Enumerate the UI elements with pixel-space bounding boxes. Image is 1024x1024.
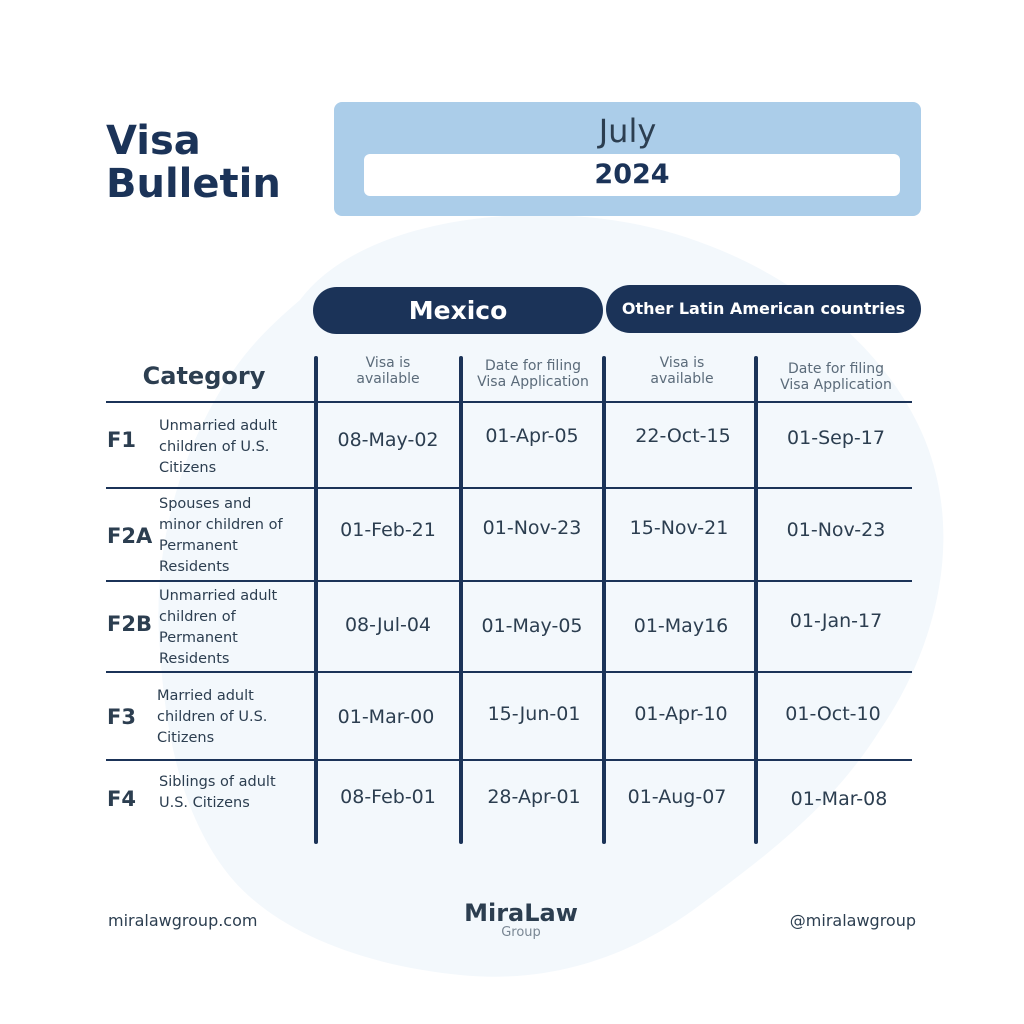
date-cell: 01-Apr-10 [634,703,728,725]
category-code: F3 [107,705,136,729]
description-line: minor children of [159,517,283,533]
row-divider [106,487,912,489]
category-description [159,494,311,578]
title-line-2: Bulletin [106,161,281,207]
category-code: F2A [107,524,153,548]
category-description [159,416,311,479]
column-header-line: Date for filing [788,361,884,377]
description-line: Siblings of adult [159,774,276,790]
category-description [159,586,311,670]
title-line-1: Visa [106,118,201,164]
category-code: F2B [107,612,152,636]
month-label: July [598,112,657,150]
date-cell: 01-Jan-17 [789,610,883,632]
description-line: Residents [159,559,230,575]
description-line: Permanent [159,630,238,646]
date-cell: 01-Feb-21 [340,519,436,541]
column-header-line: available [356,371,420,387]
group-header-other-latin-america: Other Latin American countries [606,285,921,333]
category-code: F4 [107,787,136,811]
column-header-mexico-visa-available [318,355,458,387]
row-divider [106,580,912,582]
date-cell: 01-Apr-05 [485,425,579,447]
date-cell: 01-Nov-23 [482,517,582,539]
description-line: Citizens [159,460,217,476]
column-header-line: Visa is [365,355,411,371]
description-line: Permanent [159,538,238,554]
date-cell: 01-Sep-17 [787,427,885,449]
description-line: Citizens [157,730,215,746]
date-cell: 15-Jun-01 [487,703,581,725]
description-line: U.S. Citizens [159,795,250,811]
date-cell: 01-May16 [633,615,729,637]
description-line: Spouses and [159,496,252,512]
description-line: children of [159,609,236,625]
column-header-line: available [650,371,714,387]
miralaw-logo [455,900,587,940]
column-header-other-visa-available [608,355,756,387]
column-header-line: Visa Application [477,374,589,390]
category-description [157,686,309,749]
group-header-mexico: Mexico [313,287,603,334]
description-line: Unmarried adult [159,418,278,434]
page-title [106,120,281,206]
logo-subtitle: Group [501,925,541,940]
date-cell: 01-Nov-23 [786,519,886,541]
date-cell: 01-Mar-08 [790,788,888,810]
description-line: children of U.S. [159,439,270,455]
category-column-header: Category [142,362,266,390]
date-cell: 08-Jul-04 [344,614,432,636]
date-cell: 08-May-02 [337,429,439,451]
description-line: children of U.S. [157,709,268,725]
column-header-line: Visa Application [780,377,892,393]
column-header-other-date-for-filing [759,361,913,393]
date-cell: 01-Mar-00 [337,706,435,728]
column-divider [754,356,758,844]
logo-wordmark: MiraLaw [464,899,578,927]
category-description [159,772,311,814]
column-header-mexico-date-for-filing [463,358,603,390]
row-divider [106,671,912,673]
column-header-line: Date for filing [485,358,581,374]
date-cell: 01-May-05 [481,615,583,637]
date-cell: 08-Feb-01 [340,786,436,808]
date-cell: 01-Aug-07 [627,786,727,808]
description-line: Residents [159,651,230,667]
website-link[interactable]: miralawgroup.com [108,911,258,930]
date-cell: 15-Nov-21 [629,517,729,539]
description-line: Married adult [157,688,254,704]
social-handle[interactable]: @miralawgroup [789,911,916,930]
row-divider [106,401,912,403]
date-cell: 28-Apr-01 [487,786,581,808]
date-cell: 01-Oct-10 [785,703,881,725]
year-label: 2024 [364,154,900,196]
column-divider [602,356,606,844]
column-header-line: Visa is [659,355,705,371]
date-banner [334,102,921,216]
date-cell: 22-Oct-15 [635,425,731,447]
description-line: Unmarried adult [159,588,278,604]
row-divider [106,759,912,761]
category-code: F1 [107,428,136,452]
